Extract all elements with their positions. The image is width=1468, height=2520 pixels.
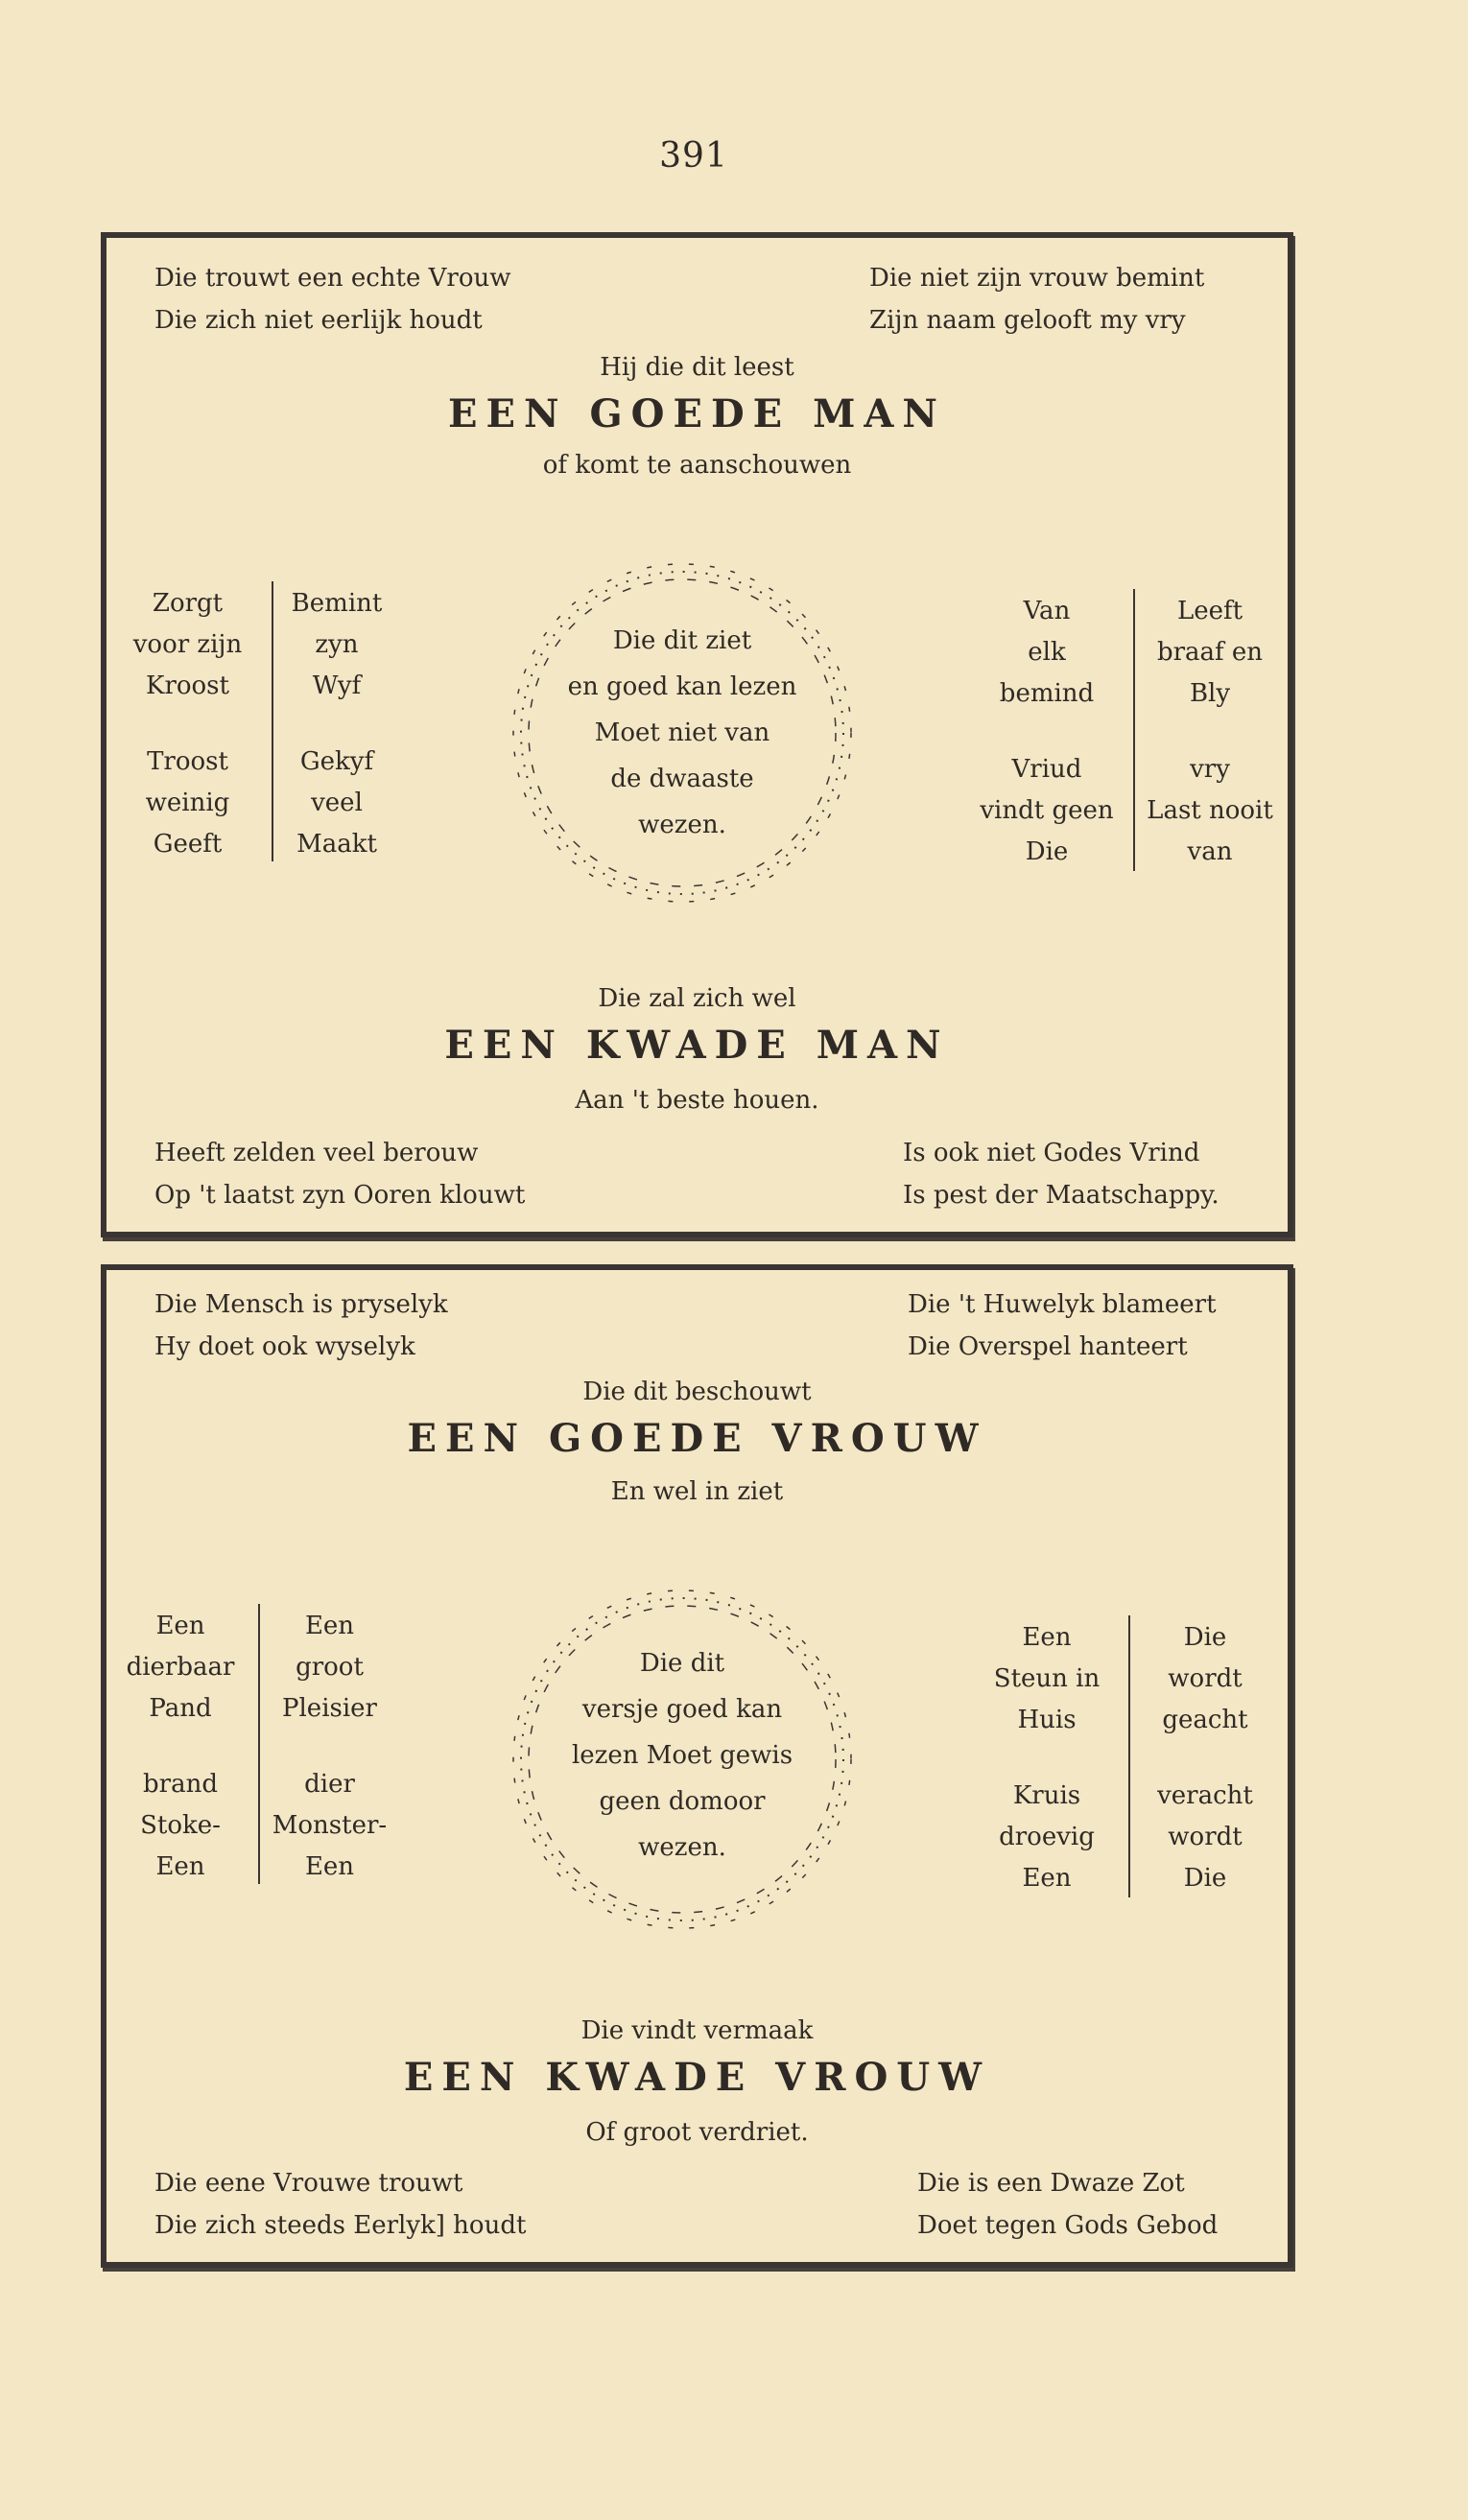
column-word: Een (155, 1612, 205, 1640)
column-word: Last nooit (1147, 796, 1273, 825)
column-word: Huis (1017, 1706, 1077, 1734)
column-word: geacht (1162, 1706, 1248, 1734)
top-left-verse (154, 257, 511, 341)
verse-line: Die 't Huwelyk blameert (908, 1290, 1217, 1319)
verse-line: Die niet zijn vrouw bemint (869, 264, 1205, 293)
verse-line: Die is een Dwaze Zot (917, 2169, 1185, 2198)
column-word: Die (1183, 1623, 1227, 1652)
column-1 (118, 1606, 243, 1888)
verse-line: Heeft zelden veel berouw (154, 1139, 479, 1167)
column-word: Pand (149, 1694, 212, 1723)
subtitle-line: En wel in ziet (610, 1477, 784, 1506)
wreath-line: versje goed kan (581, 1695, 783, 1724)
bottom-intro-line: Die zal zich wel (598, 984, 796, 1013)
column-3 (975, 591, 1119, 873)
column-word: Vriud (1011, 755, 1082, 784)
verse-line: Is pest der Maatschappy. (903, 1181, 1219, 1210)
wreath-line: geen domoor (599, 1787, 766, 1816)
column-word: wordt (1168, 1664, 1243, 1693)
top-right-verse (908, 1284, 1217, 1368)
column-2 (279, 583, 394, 865)
column-word: vindt geen (980, 796, 1114, 825)
column-word: zyn (315, 630, 359, 659)
verse-line: Zijn naam gelooft my vry (869, 306, 1186, 335)
panel-goede-kwade-man (101, 232, 1293, 1237)
wreath-line: Die dit ziet (612, 626, 752, 655)
column-word: Monster- (272, 1811, 388, 1840)
bottom-subtitle-line: Aan 't beste houen. (575, 1086, 819, 1115)
column-word: droevig (999, 1823, 1095, 1851)
wreath-line: wezen. (638, 1833, 726, 1862)
column-divider (272, 581, 273, 861)
column-word: Kroost (146, 671, 229, 700)
column-word: Die (1025, 837, 1069, 866)
intro-line: Hij die dit leest (600, 353, 794, 382)
column-word: Pleisier (282, 1694, 377, 1723)
bottom-subtitle-line: Of groot verdriet. (585, 2118, 809, 2147)
column-word: Gekyf (299, 747, 374, 776)
wreath-line: wezen. (638, 811, 726, 839)
intro-line: Die dit beschouwt (582, 1378, 812, 1406)
column-word: Van (1023, 597, 1071, 625)
wreath-line: en goed kan lezen (567, 672, 797, 701)
verse-line: Die zich niet eerlijk houdt (154, 306, 483, 335)
verse-line: Die trouwt een echte Vrouw (154, 264, 511, 293)
wreath-line: de dwaaste (610, 765, 754, 793)
column-word: wordt (1168, 1823, 1243, 1851)
verse-line: Die zich steeds Eerlyk] houdt (154, 2211, 527, 2240)
verse-line: Is ook niet Godes Vrind (903, 1139, 1200, 1167)
top-right-verse (869, 257, 1204, 341)
wreath-verse (500, 618, 864, 848)
bottom-title: EEN KWADE MAN (444, 1023, 950, 1068)
column-word: dierbaar (126, 1653, 235, 1682)
column-word: Maakt (296, 830, 377, 859)
column-word: dier (304, 1770, 355, 1799)
wreath-line: Moet niet van (594, 718, 770, 747)
column-4 (1133, 1617, 1277, 1899)
column-word: vry (1190, 755, 1230, 784)
column-word: bemind (999, 679, 1095, 708)
verse-line: Op 't laatst zyn Ooren klouwt (154, 1181, 526, 1210)
column-word: veel (311, 789, 363, 817)
column-word: Geeft (153, 830, 223, 859)
column-word: Wyf (312, 671, 362, 700)
column-divider (1133, 589, 1135, 871)
column-divider (1128, 1615, 1130, 1897)
bottom-right-verse (903, 1132, 1219, 1216)
bottom-left-verse (154, 1132, 525, 1216)
verse-line: Doet tegen Gods Gebod (917, 2211, 1219, 2240)
verse-line: Hy doet ook wyselyk (154, 1332, 415, 1361)
bottom-left-verse (154, 2162, 526, 2247)
column-1 (118, 583, 257, 865)
column-word: Die (1183, 1864, 1227, 1893)
subtitle-line: of komt te aanschouwen (542, 451, 852, 480)
bottom-right-verse (917, 2162, 1218, 2247)
column-word: braaf en (1156, 638, 1264, 667)
column-word: Een (304, 1612, 355, 1640)
column-word: weinig (145, 789, 230, 817)
column-word: veracht (1157, 1781, 1253, 1810)
wreath-verse (500, 1640, 864, 1871)
verse-line: Die eene Vrouwe trouwt (154, 2169, 463, 2198)
column-word: groot (296, 1653, 364, 1682)
column-word: Kruis (1012, 1781, 1081, 1810)
column-word: Steun in (993, 1664, 1101, 1693)
column-word: Bemint (291, 589, 383, 618)
wreath-line: lezen Moet gewis (571, 1741, 793, 1770)
column-word: Bly (1189, 679, 1231, 708)
top-left-verse (154, 1284, 448, 1368)
column-word: van (1187, 837, 1233, 866)
panel-goede-kwade-vrouw (101, 1264, 1293, 2268)
column-4 (1138, 591, 1282, 873)
panel-title: EEN GOEDE MAN (448, 391, 946, 436)
bottom-title: EEN KWADE VROUW (403, 2055, 991, 2100)
floral-wreath (500, 551, 864, 915)
column-3 (975, 1617, 1119, 1899)
column-word: brand (143, 1770, 218, 1799)
column-word: voor zijn (132, 630, 243, 659)
column-word: elk (1028, 638, 1066, 667)
panel-title: EEN GOEDE VROUW (407, 1416, 987, 1461)
floral-wreath (500, 1577, 864, 1942)
column-divider (258, 1604, 260, 1884)
column-word: Een (304, 1852, 355, 1881)
page-number: 391 (659, 136, 728, 176)
column-word: Een (1022, 1864, 1072, 1893)
column-word: Troost (147, 747, 228, 776)
wreath-line: Die dit (639, 1649, 725, 1678)
verse-line: Die Overspel hanteert (908, 1332, 1188, 1361)
column-word: Een (155, 1852, 205, 1881)
verse-line: Die Mensch is pryselyk (154, 1290, 448, 1319)
column-word: Leeft (1176, 597, 1243, 625)
column-2 (265, 1606, 394, 1888)
bottom-intro-line: Die vindt vermaak (580, 2016, 814, 2045)
column-word: Een (1022, 1623, 1072, 1652)
column-word: Zorgt (152, 589, 224, 618)
column-word: Stoke- (140, 1811, 221, 1840)
